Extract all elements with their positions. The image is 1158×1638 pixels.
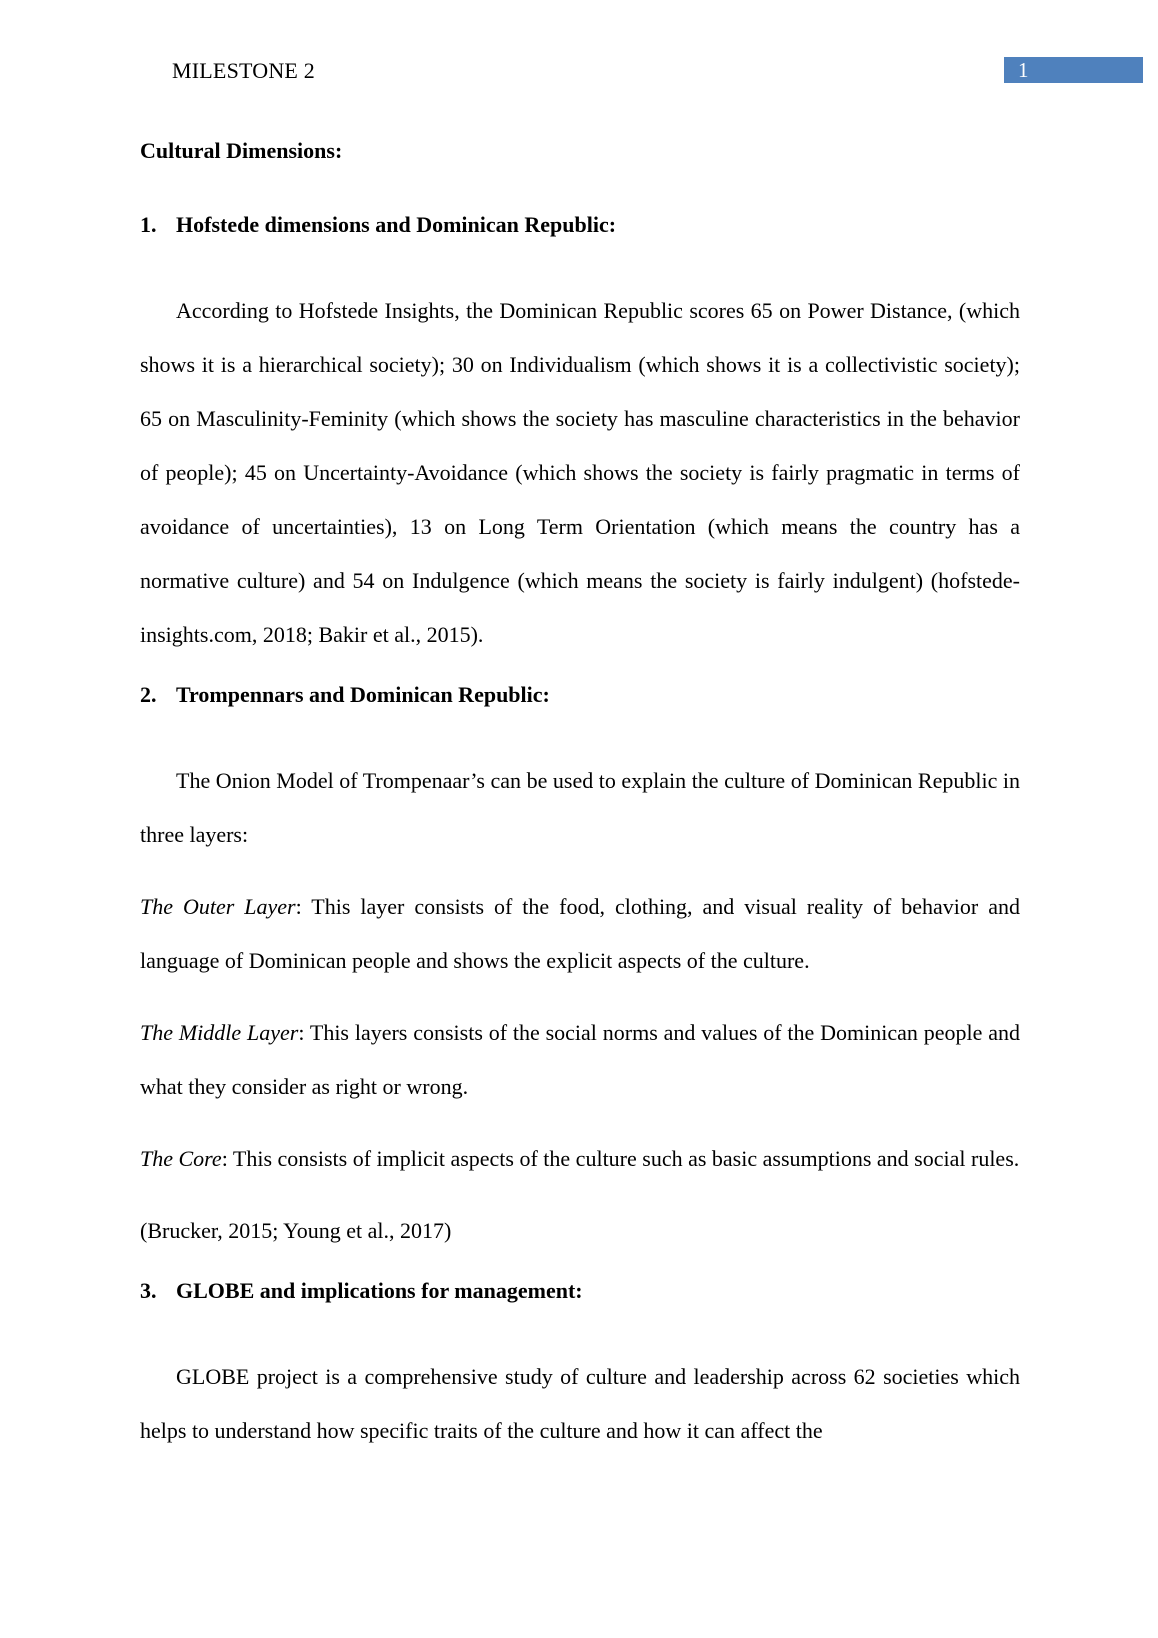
heading-number: 3. — [140, 1278, 157, 1303]
paragraph-outer-layer — [140, 880, 1020, 988]
paragraph-globe: GLOBE project is a comprehensive study of culture and leadership across 62 societies which helps to understand how specific traits of the culture and how it can affect the — [140, 1364, 1020, 1443]
section-title: Cultural Dimensions: — [140, 138, 343, 163]
layer-label: The Outer Layer — [140, 894, 296, 919]
running-header-title: MILESTONE 2 — [172, 58, 315, 83]
heading-number: 1. — [140, 212, 157, 237]
layer-text: : This layers consists of the social norms and values of the Dominican people and what they consider as right or wrong. — [140, 1020, 1020, 1099]
paragraph-core-layer — [140, 1132, 1020, 1186]
layer-text: : This layer consists of the food, clothing, and visual reality of behavior and language of Dominican people and shows the explicit aspects of the culture. — [140, 894, 1020, 973]
citation-trompenaars: (Brucker, 2015; Young et al., 2017) — [140, 1218, 452, 1243]
heading-trompenaars — [140, 680, 1020, 710]
heading-globe — [140, 1276, 1020, 1306]
heading-text: Hofstede dimensions and Dominican Republic: — [176, 212, 617, 237]
document-body — [140, 136, 1020, 1458]
paragraph-onion-intro: The Onion Model of Trompenaar’s can be used to explain the culture of Dominican Republic in three layers: — [140, 768, 1020, 847]
layer-label: The Core — [140, 1146, 222, 1171]
layer-label: The Middle Layer — [140, 1020, 299, 1045]
paragraph-hofstede: According to Hofstede Insights, the Dominican Republic scores 65 on Power Distance, (which shows it is a hierarchical society); 30 on Individualism (which shows it is a collectivistic society); 65 on Masculinity-Feminity (which shows the society has masculine characteristics in the behavior of people); 45 on Uncertainty-Avoidance (which shows the society is fairly pragmatic in terms of avoidance of uncertainties), 13 on Long Term Orientation (which means the country has a normative culture) and 54 on Indulgence (which means the society is fairly indulgent) (hofstede-insights.com, 2018; Bakir et al., 2015). — [140, 298, 1020, 647]
heading-text: Trompennars and Dominican Republic: — [176, 682, 550, 707]
heading-text: GLOBE and implications for management: — [176, 1278, 583, 1303]
page-number-badge — [1004, 57, 1143, 83]
heading-hofstede — [140, 210, 1020, 240]
layer-text: : This consists of implicit aspects of the culture such as basic assumptions and social rules. — [221, 1146, 1020, 1171]
paragraph-middle-layer — [140, 1006, 1020, 1114]
page-number: 1 — [1018, 58, 1029, 82]
heading-number: 2. — [140, 682, 157, 707]
